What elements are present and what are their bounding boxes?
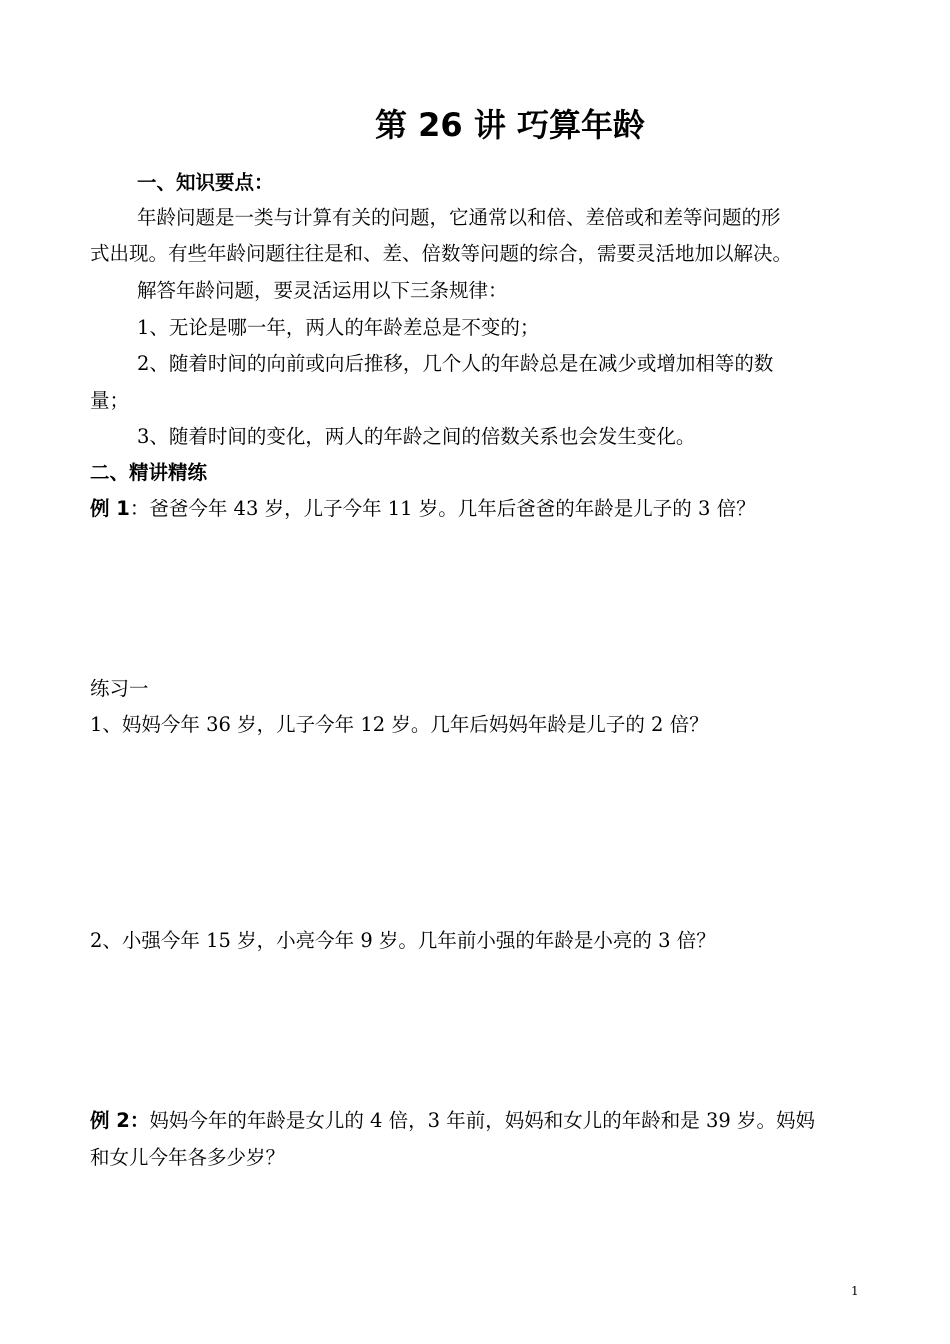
example-2-text: 妈妈今年的年龄是女儿的 4 倍，3 年前，妈妈和女儿的年龄和是 39 岁。妈妈 (149, 1109, 815, 1132)
example-2-line1 (90, 1108, 815, 1134)
section-heading-knowledge: 一、知识要点： (137, 171, 274, 194)
rule-1: 1、无论是哪一年，两人的年龄差总是不变的； (137, 316, 540, 339)
example-1-label: 例 1 (90, 497, 130, 520)
paragraph-rules-intro: 解答年龄问题，要灵活运用以下三条规律： (137, 279, 508, 302)
practice-question-1: 1、妈妈今年 36 岁，儿子今年 12 岁。几年后妈妈年龄是儿子的 2 倍？ (90, 713, 709, 736)
example-2-label: 例 2： (90, 1109, 150, 1132)
rule-2-line1: 2、随着时间的向前或向后推移，几个人的年龄总是在减少或增加相等的数 (137, 352, 774, 375)
rule-2-line2: 量； (90, 389, 130, 412)
practice-heading: 练习一 (90, 677, 149, 700)
example-1 (90, 496, 756, 522)
section-heading-practice: 二、精讲精练 (90, 461, 208, 484)
page-number: 1 (851, 1284, 859, 1298)
practice-question-2: 2、小强今年 15 岁，小亮今年 9 岁。几年前小强的年龄是小亮的 3 倍？ (90, 929, 716, 952)
paragraph-intro-line1: 年龄问题是一类与计算有关的问题，它通常以和倍、差倍或和差等问题的形 (137, 206, 781, 229)
example-2-line2: 和女儿今年各多少岁？ (90, 1146, 286, 1169)
rule-3: 3、随着时间的变化，两人的年龄之间的倍数关系也会发生变化。 (137, 425, 696, 448)
page-title: 第 26 讲 巧算年龄 (375, 106, 645, 144)
example-1-text: ：爸爸今年 43 岁，儿子今年 11 岁。几年后爸爸的年龄是儿子的 3 倍？ (129, 497, 756, 520)
paragraph-intro-line2: 式出现。有些年龄问题往往是和、差、倍数等问题的综合，需要灵活地加以解决。 (90, 242, 793, 265)
